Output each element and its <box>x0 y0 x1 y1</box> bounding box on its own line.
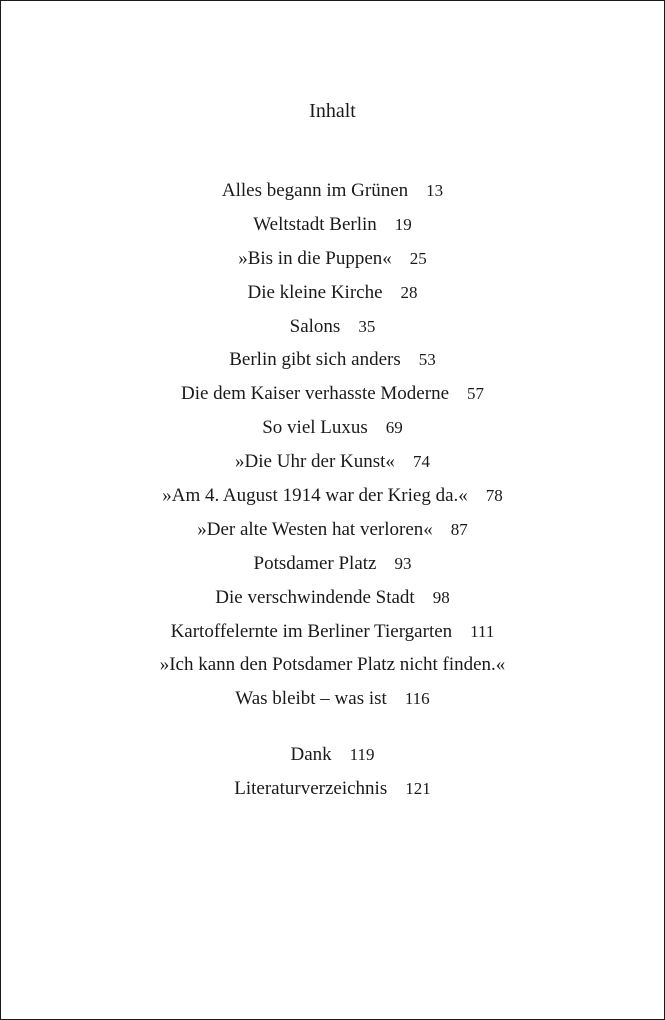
toc-entry-title: Kartoffelernte im Berliner Tiergarten <box>170 620 453 642</box>
toc-entry-title: Die kleine Kirche <box>247 281 383 303</box>
toc-entry <box>1 617 664 651</box>
toc-entry-page: 53 <box>418 350 436 370</box>
toc-entry-title: Salons <box>289 315 341 337</box>
toc-heading: Inhalt <box>309 100 356 122</box>
toc-entry <box>1 413 664 447</box>
toc-entry-title: Weltstadt Berlin <box>253 213 377 235</box>
toc-entry-title: Dank <box>290 744 332 765</box>
toc-entry-page: 25 <box>409 248 427 268</box>
toc-entry <box>1 210 664 244</box>
toc-chapter-list <box>1 176 664 718</box>
toc-entry-page: 19 <box>394 214 412 234</box>
toc-entry <box>1 549 664 583</box>
toc-entry-page: 74 <box>412 452 430 472</box>
toc-entry-title: »Die Uhr der Kunst« <box>235 451 395 473</box>
toc-entry-page: 119 <box>349 745 375 764</box>
toc-entry-title: »Am 4. August 1914 war der Krieg da.« <box>162 485 468 507</box>
toc-entry-page: 78 <box>485 486 503 506</box>
toc-entry-page: 121 <box>405 778 431 798</box>
toc-entry-page: 28 <box>400 282 418 302</box>
toc-entry-title: Potsdamer Platz <box>253 552 377 574</box>
toc-entry <box>1 774 664 808</box>
toc-entry-page: 57 <box>467 384 484 404</box>
toc-entry-title: Die verschwindende Stadt <box>215 586 415 608</box>
toc-entry <box>1 379 664 413</box>
toc-entry <box>1 481 664 515</box>
toc-entry-page: 69 <box>385 418 403 438</box>
toc-entry <box>1 583 664 617</box>
toc-entry <box>1 345 664 379</box>
toc-entry-page: 98 <box>432 587 450 607</box>
toc-entry-title: Literaturverzeichnis <box>234 777 388 799</box>
toc-back-matter-list <box>1 740 664 808</box>
toc-entry <box>1 650 664 684</box>
toc-entry-page: 87 <box>450 519 468 539</box>
toc-entry-page: 35 <box>358 316 376 336</box>
toc-entry-page: 111 <box>470 621 495 641</box>
toc-entry-title: Die dem Kaiser verhasste Moderne <box>180 383 449 405</box>
toc-entry-title: »Der alte Westen hat verloren« <box>197 518 433 540</box>
toc-entry-page: 93 <box>394 553 412 573</box>
toc-entry <box>1 684 664 718</box>
toc-entry-title: So viel Luxus <box>262 417 368 439</box>
toc-entry-title: Was bleibt – was ist <box>235 688 387 710</box>
toc-entry-title: Alles begann im Grünen <box>221 180 409 201</box>
toc-entry <box>1 515 664 549</box>
toc-entry <box>1 176 664 210</box>
toc-entry-page: 116 <box>404 689 430 709</box>
toc-entry-title: »Ich kann den Potsdamer Platz nicht finden.« <box>159 654 506 676</box>
toc-entry <box>1 447 664 481</box>
toc-entry <box>1 740 664 774</box>
toc-entry-title: Berlin gibt sich anders <box>229 349 401 371</box>
toc-entry <box>1 244 664 278</box>
toc-entry <box>1 278 664 312</box>
toc-entry <box>1 312 664 346</box>
toc-entry-page: 13 <box>426 181 444 200</box>
toc-entry-title: »Bis in die Puppen« <box>238 247 392 269</box>
